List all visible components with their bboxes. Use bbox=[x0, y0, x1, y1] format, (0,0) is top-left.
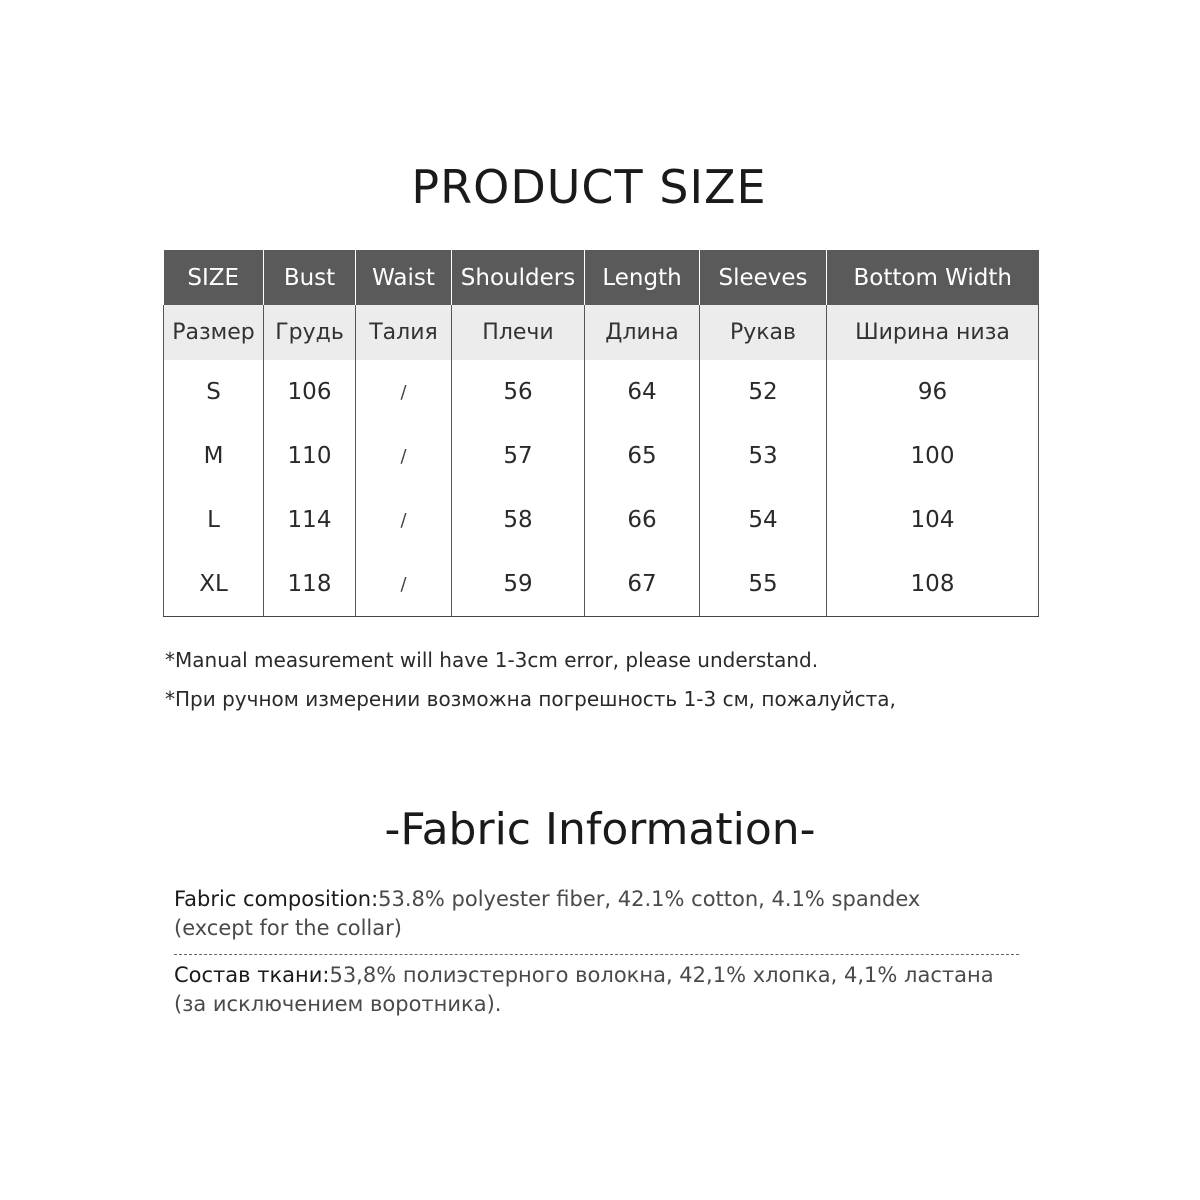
table-cell: / bbox=[356, 552, 452, 617]
table-cell: 106 bbox=[264, 360, 356, 424]
table-cell: 59 bbox=[452, 552, 585, 617]
size-table bbox=[163, 250, 1039, 617]
table-cell: S bbox=[164, 360, 264, 424]
dashed-divider bbox=[174, 954, 1019, 955]
header-size: SIZE bbox=[164, 250, 264, 305]
table-cell: 104 bbox=[827, 488, 1039, 552]
table-cell: 55 bbox=[700, 552, 827, 617]
table-cell: 110 bbox=[264, 424, 356, 488]
header-shoulders: Shoulders bbox=[452, 250, 585, 305]
table-cell: 118 bbox=[264, 552, 356, 617]
table-cell: 57 bbox=[452, 424, 585, 488]
measurement-note-en: *Manual measurement will have 1-3cm error, please understand. bbox=[165, 648, 819, 672]
header-row-ru bbox=[164, 305, 1039, 360]
header-waist-ru: Талия bbox=[356, 305, 452, 360]
header-length-ru: Длина bbox=[585, 305, 700, 360]
table-cell: M bbox=[164, 424, 264, 488]
header-waist: Waist bbox=[356, 250, 452, 305]
fabric-title: -Fabric Information- bbox=[384, 804, 816, 855]
header-bust-ru: Грудь bbox=[264, 305, 356, 360]
table-cell: 66 bbox=[585, 488, 700, 552]
table-cell: 67 bbox=[585, 552, 700, 617]
header-sleeves: Sleeves bbox=[700, 250, 827, 305]
table-cell: 96 bbox=[827, 360, 1039, 424]
header-size-ru: Размер bbox=[164, 305, 264, 360]
fabric-composition-en bbox=[174, 885, 1004, 943]
table-cell: 52 bbox=[700, 360, 827, 424]
table-cell: 53 bbox=[700, 424, 827, 488]
table-row bbox=[164, 360, 1039, 424]
fabric-value-en: 53.8% polyester fiber, 42.1% cotton, 4.1% spandex (except for the collar) bbox=[174, 887, 921, 940]
table-cell: 100 bbox=[827, 424, 1039, 488]
table-cell: / bbox=[356, 488, 452, 552]
table-row bbox=[164, 424, 1039, 488]
header-shoulders-ru: Плечи bbox=[452, 305, 585, 360]
table-cell: 64 bbox=[585, 360, 700, 424]
fabric-composition-ru bbox=[174, 961, 1004, 1019]
header-bottom-width-ru: Ширина низа bbox=[827, 305, 1039, 360]
table-row bbox=[164, 488, 1039, 552]
table-cell: 114 bbox=[264, 488, 356, 552]
table-cell: / bbox=[356, 360, 452, 424]
table-cell: 54 bbox=[700, 488, 827, 552]
fabric-label-en: Fabric composition: bbox=[174, 887, 379, 911]
header-bottom-width: Bottom Width bbox=[827, 250, 1039, 305]
table-cell: / bbox=[356, 424, 452, 488]
table-cell: XL bbox=[164, 552, 264, 617]
header-length: Length bbox=[585, 250, 700, 305]
page-title: PRODUCT SIZE bbox=[411, 160, 767, 214]
header-row-en bbox=[164, 250, 1039, 305]
table-cell: 56 bbox=[452, 360, 585, 424]
table-row bbox=[164, 552, 1039, 617]
table-cell: 65 bbox=[585, 424, 700, 488]
measurement-note-ru: *При ручном измерении возможна погрешность 1-3 см, пожалуйста, bbox=[165, 687, 896, 711]
header-bust: Bust bbox=[264, 250, 356, 305]
header-sleeves-ru: Рукав bbox=[700, 305, 827, 360]
table-cell: 58 bbox=[452, 488, 585, 552]
fabric-value-ru: 53,8% полиэстерного волокна, 42,1% хлопка, 4,1% ластана (за исключением воротника). bbox=[174, 963, 994, 1016]
table-cell: 108 bbox=[827, 552, 1039, 617]
fabric-label-ru: Состав ткани: bbox=[174, 963, 330, 987]
table-cell: L bbox=[164, 488, 264, 552]
